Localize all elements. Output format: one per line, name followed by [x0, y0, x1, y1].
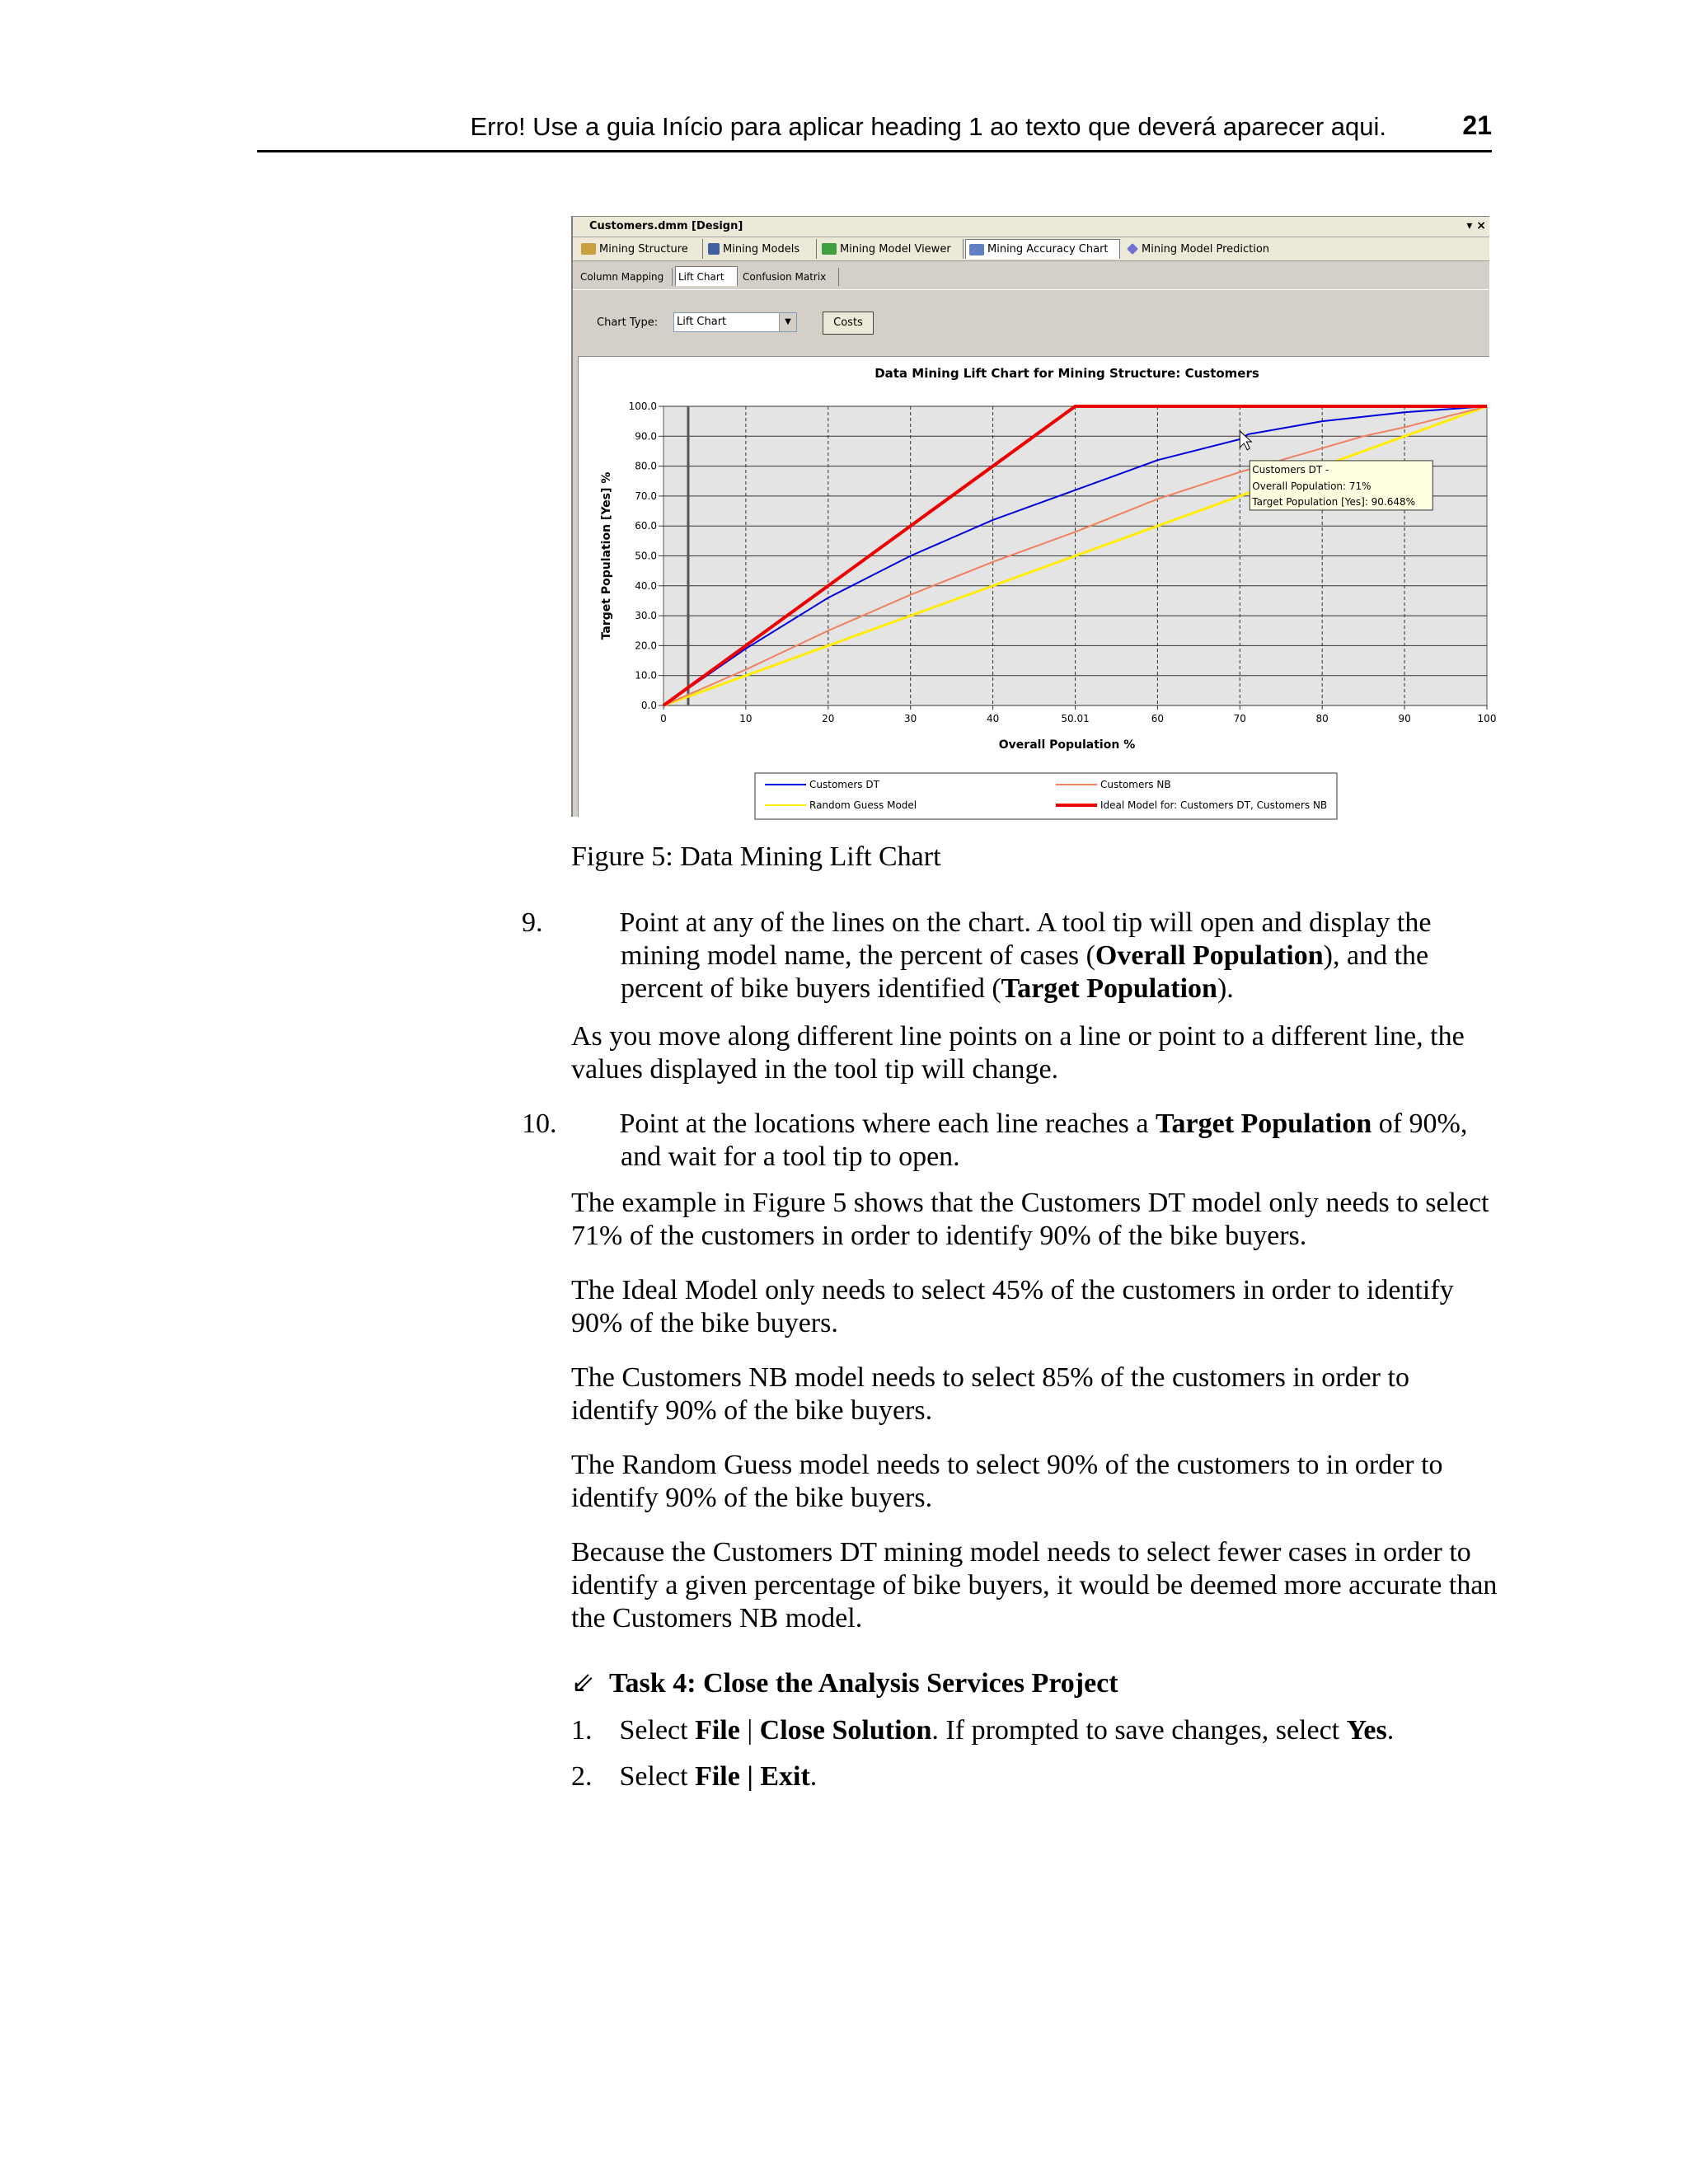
page-number: 21 — [1462, 110, 1492, 140]
step-number: 9. — [522, 907, 543, 938]
tab-lift-chart[interactable]: Lift Chart — [675, 266, 738, 286]
running-header — [257, 107, 1492, 152]
accuracy-subtabs — [573, 266, 1489, 288]
y-tick-label: 30.0 — [635, 610, 657, 622]
designer-tabs — [573, 237, 1489, 261]
y-tick-label: 50.0 — [635, 550, 657, 562]
chart-type-label: Chart Type: — [597, 316, 659, 329]
figure-caption: Figure 5: Data Mining Lift Chart — [571, 841, 941, 872]
legend-label: Random Guess Model — [809, 799, 917, 811]
mining-viewer-icon — [822, 243, 837, 255]
task-title: Task 4: Close the Analysis Services Project — [609, 1668, 1118, 1699]
tab-mining-model-prediction[interactable]: Mining Model Prediction — [1123, 239, 1288, 259]
chevron-down-icon[interactable]: ▼ — [779, 313, 796, 331]
tab-column-mapping[interactable]: Column Mapping — [578, 268, 673, 286]
tab-mining-model-viewer[interactable]: Mining Model Viewer — [818, 239, 964, 259]
x-tick-label: 0 — [660, 713, 667, 724]
lift-chart-panel — [578, 356, 1497, 817]
paragraph-ideal-model: The Ideal Model only needs to select 45% of the customers in order to identify 90% of the bike buyers. — [571, 1275, 1454, 1338]
costs-button[interactable]: Costs — [823, 312, 874, 335]
legend-label: Customers NB — [1100, 779, 1171, 790]
tab-confusion-matrix[interactable]: Confusion Matrix — [740, 268, 839, 286]
x-tick-label: 90 — [1398, 713, 1411, 724]
tooltip-line: Overall Population: 71% — [1252, 480, 1372, 492]
task-step-1: 1. Select File | Close Solution. If prompted to save changes, select Yes. — [571, 1715, 1395, 1746]
paragraph-dt-model: The example in Figure 5 shows that the Customers DT model only needs to select 71% of the customers in order to identify 90% of the bike buyers. — [571, 1188, 1489, 1251]
y-tick-label: 40.0 — [635, 579, 657, 592]
x-axis-label: Overall Population % — [998, 738, 1136, 752]
legend-label: Ideal Model for: Customers DT, Customers NB — [1100, 799, 1328, 811]
x-tick-label: 60 — [1151, 713, 1165, 724]
window-controls[interactable]: ▾ × — [1466, 219, 1486, 232]
tooltip-line: Target Population [Yes]: 90.648% — [1252, 495, 1416, 508]
y-tick-label: 90.0 — [635, 430, 657, 443]
y-tick-label: 100.0 — [628, 401, 657, 412]
paragraph-tooltip-change: As you move along different line points on a line or point to a different line, the values displayed in the tool tip will change. — [571, 1021, 1465, 1085]
chart-title: Data Mining Lift Chart for Mining Structure: Customers — [874, 366, 1259, 381]
step-number: 1. — [571, 1715, 593, 1746]
task-heading — [571, 1666, 1503, 1700]
y-tick-label: 10.0 — [635, 669, 657, 682]
paragraph-random-guess: The Random Guess model needs to select 90% of the customers to in order to identify 90% of the bike buyers. — [571, 1450, 1443, 1513]
window-title-bar — [573, 217, 1489, 237]
y-tick-label: 20.0 — [635, 640, 657, 652]
step-number: 2. — [571, 1761, 593, 1792]
x-tick-label: 20 — [822, 713, 835, 724]
y-tick-label: 0.0 — [640, 700, 657, 711]
task-step-2: 2. Select File | Exit. — [571, 1761, 818, 1792]
prediction-icon — [1127, 243, 1138, 255]
step-10: 10. Point at the locations where each line reaches a Target Population of 90%, and wait for a tool tip to open. — [522, 1108, 1468, 1172]
x-tick-label: 70 — [1233, 713, 1246, 724]
x-tick-label: 80 — [1315, 713, 1329, 724]
window-title: Customers.dmm [Design] — [589, 220, 743, 232]
x-tick-label: 30 — [904, 713, 917, 724]
step-9: 9. Point at any of the lines on the chart. A tool tip will open and display the mining model name, the percent of cases (Overall Population), and the percent of bike buyers identified (Target Population). — [522, 907, 1432, 1004]
accuracy-chart-icon — [969, 244, 984, 255]
tooltip-line: Customers DT - — [1252, 463, 1329, 476]
y-tick-label: 80.0 — [635, 460, 657, 472]
lift-chart — [579, 357, 1497, 818]
running-title: Erro! Use a guia Início para aplicar heading 1 ao texto que deverá aparecer aqui. — [470, 112, 1386, 141]
designer-window — [571, 216, 1497, 817]
mining-models-icon — [708, 243, 720, 255]
x-tick-label: 10 — [739, 713, 753, 724]
chart-type-value: Lift Chart — [677, 316, 727, 328]
tab-mining-accuracy-chart[interactable]: Mining Accuracy Chart — [965, 239, 1120, 259]
x-tick-label: 100 — [1477, 713, 1497, 724]
step-number: 10. — [522, 1108, 557, 1139]
chart-toolbar — [573, 289, 1489, 356]
mining-structure-icon — [581, 243, 596, 255]
x-tick-label: 50.01 — [1061, 713, 1090, 724]
y-tick-label: 60.0 — [635, 520, 657, 532]
tab-mining-structure[interactable]: Mining Structure — [578, 239, 703, 259]
task-arrow-icon: ⇙ — [571, 1666, 595, 1699]
y-tick-label: 70.0 — [635, 490, 657, 502]
legend-label: Customers DT — [809, 779, 879, 790]
x-tick-label: 40 — [986, 713, 1000, 724]
paragraph-conclusion: Because the Customers DT mining model needs to select fewer cases in order to identify a given percentage of bike buyers, it would be deemed more accurate than the Customers NB model. — [571, 1537, 1498, 1633]
paragraph-nb-model: The Customers NB model needs to select 85% of the customers in order to identify 90% of the bike buyers. — [571, 1362, 1409, 1426]
y-axis-label: Target Population [Yes] % — [600, 471, 613, 640]
chart-type-select[interactable] — [673, 312, 797, 332]
tab-mining-models[interactable]: Mining Models — [705, 239, 817, 259]
